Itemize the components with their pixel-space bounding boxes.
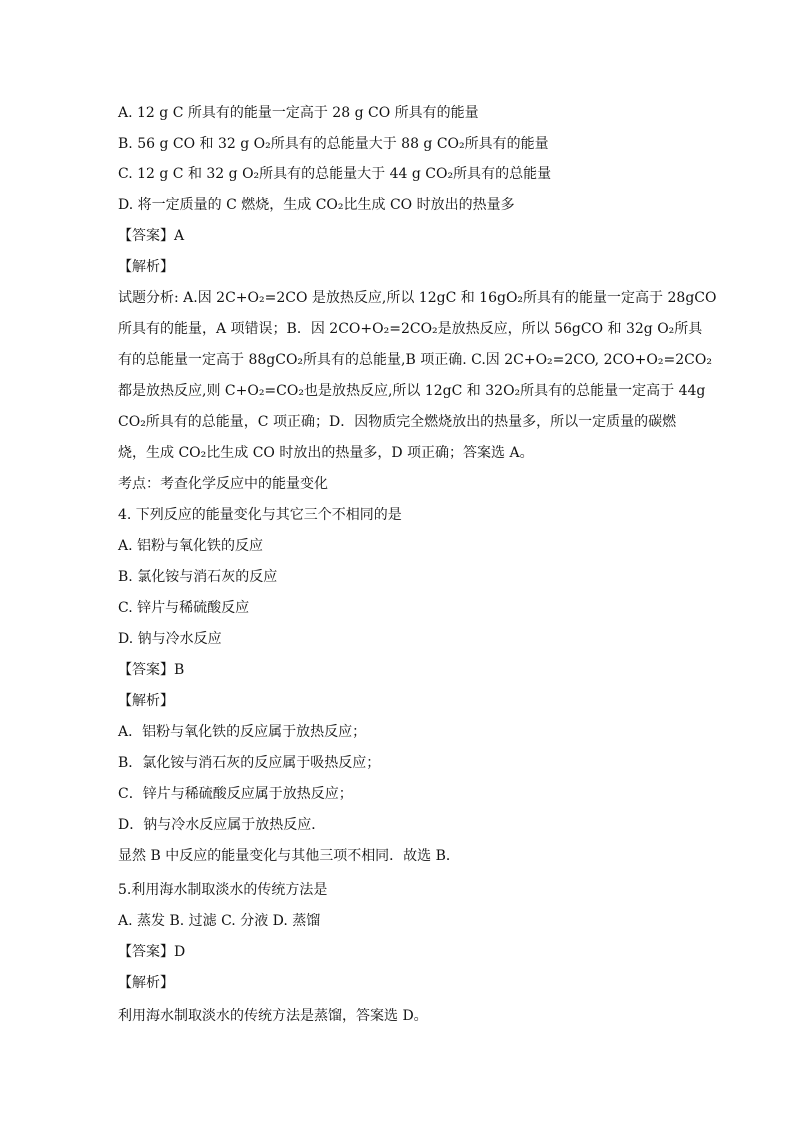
q4-conclusion: 显然 B 中反应的能量变化与其他三项不相同．故选 B． (118, 848, 460, 864)
q4-option-a: A. 铝粉与氧化铁的反应 (118, 538, 264, 554)
q5-options: A. 蒸发 B. 过滤 C. 分液 D. 蒸馏 (118, 913, 321, 929)
q3-option-a: A. 12 g C 所具有的能量一定高于 28 g CO 所具有的能量 (118, 105, 479, 121)
q4-stem: 4. 下列反应的能量变化与其它三个不相同的是 (118, 507, 402, 523)
q4-analysis-heading: 【解析】 (118, 693, 174, 709)
q4-answer: 【答案】B (118, 662, 185, 678)
q4-option-b: B. 氯化铵与消石灰的反应 (118, 569, 278, 585)
q3-option-b: B. 56 g CO 和 32 g O₂所具有的总能量大于 88 g CO₂所具有的能量 (118, 136, 549, 152)
q3-analysis-line-3: 有的总能量一定高于 88gCO₂所具有的总能量,B 项正确. C.因 2C+O₂=2CO, 2CO+O₂=2CO₂ (118, 352, 712, 368)
q5-analysis-heading: 【解析】 (118, 975, 174, 991)
q3-analysis-line-5: CO₂所具有的总能量，C 项正确；D．因物质完全燃烧放出的热量多，所以一定质量的碳燃 (118, 414, 677, 430)
q4-option-c: C. 锌片与稀硫酸反应 (118, 600, 250, 616)
q3-exam-point: 考点：考查化学反应中的能量变化 (118, 476, 328, 492)
q3-option-c: C. 12 g C 和 32 g O₂所具有的总能量大于 44 g CO₂所具有的总能量 (118, 166, 552, 182)
q4-analysis-d: D．钠与冷水反应属于放热反应． (118, 817, 326, 833)
q5-stem: 5.利用海水制取淡水的传统方法是 (118, 882, 328, 898)
q4-analysis-a: A．铝粉与氧化铁的反应属于放热反应； (118, 724, 367, 740)
q3-analysis-line-2: 所具有的能量，A 项错误；B．因 2CO+O₂=2CO₂是放热反应，所以 56gCO 和 32g O₂所具 (118, 321, 703, 337)
q3-analysis-line-6: 烧，生成 CO₂比生成 CO 时放出的热量多，D 项正确；答案选 A。 (118, 445, 534, 461)
q3-analysis-heading: 【解析】 (118, 259, 174, 275)
q5-analysis-text: 利用海水制取淡水的传统方法是蒸馏，答案选 D。 (118, 1008, 428, 1024)
q5-answer: 【答案】D (118, 944, 186, 960)
q3-analysis-line-1: 试题分析: A.因 2C+O₂=2CO 是放热反应,所以 12gC 和 16gO₂所具有的能量一定高于 28gCO (118, 290, 717, 306)
q4-analysis-b: B．氯化铵与消石灰的反应属于吸热反应； (118, 755, 381, 771)
q4-option-d: D. 钠与冷水反应 (118, 631, 222, 647)
q3-analysis-line-4: 都是放热反应,则 C+O₂=CO₂也是放热反应,所以 12gC 和 32O₂所具有的总能量一定高于 44g (118, 383, 706, 399)
q3-option-d: D. 将一定质量的 C 燃烧，生成 CO₂比生成 CO 时放出的热量多 (118, 197, 515, 213)
q3-answer: 【答案】A (118, 228, 185, 244)
q4-analysis-c: C．锌片与稀硫酸反应属于放热反应； (118, 786, 353, 802)
